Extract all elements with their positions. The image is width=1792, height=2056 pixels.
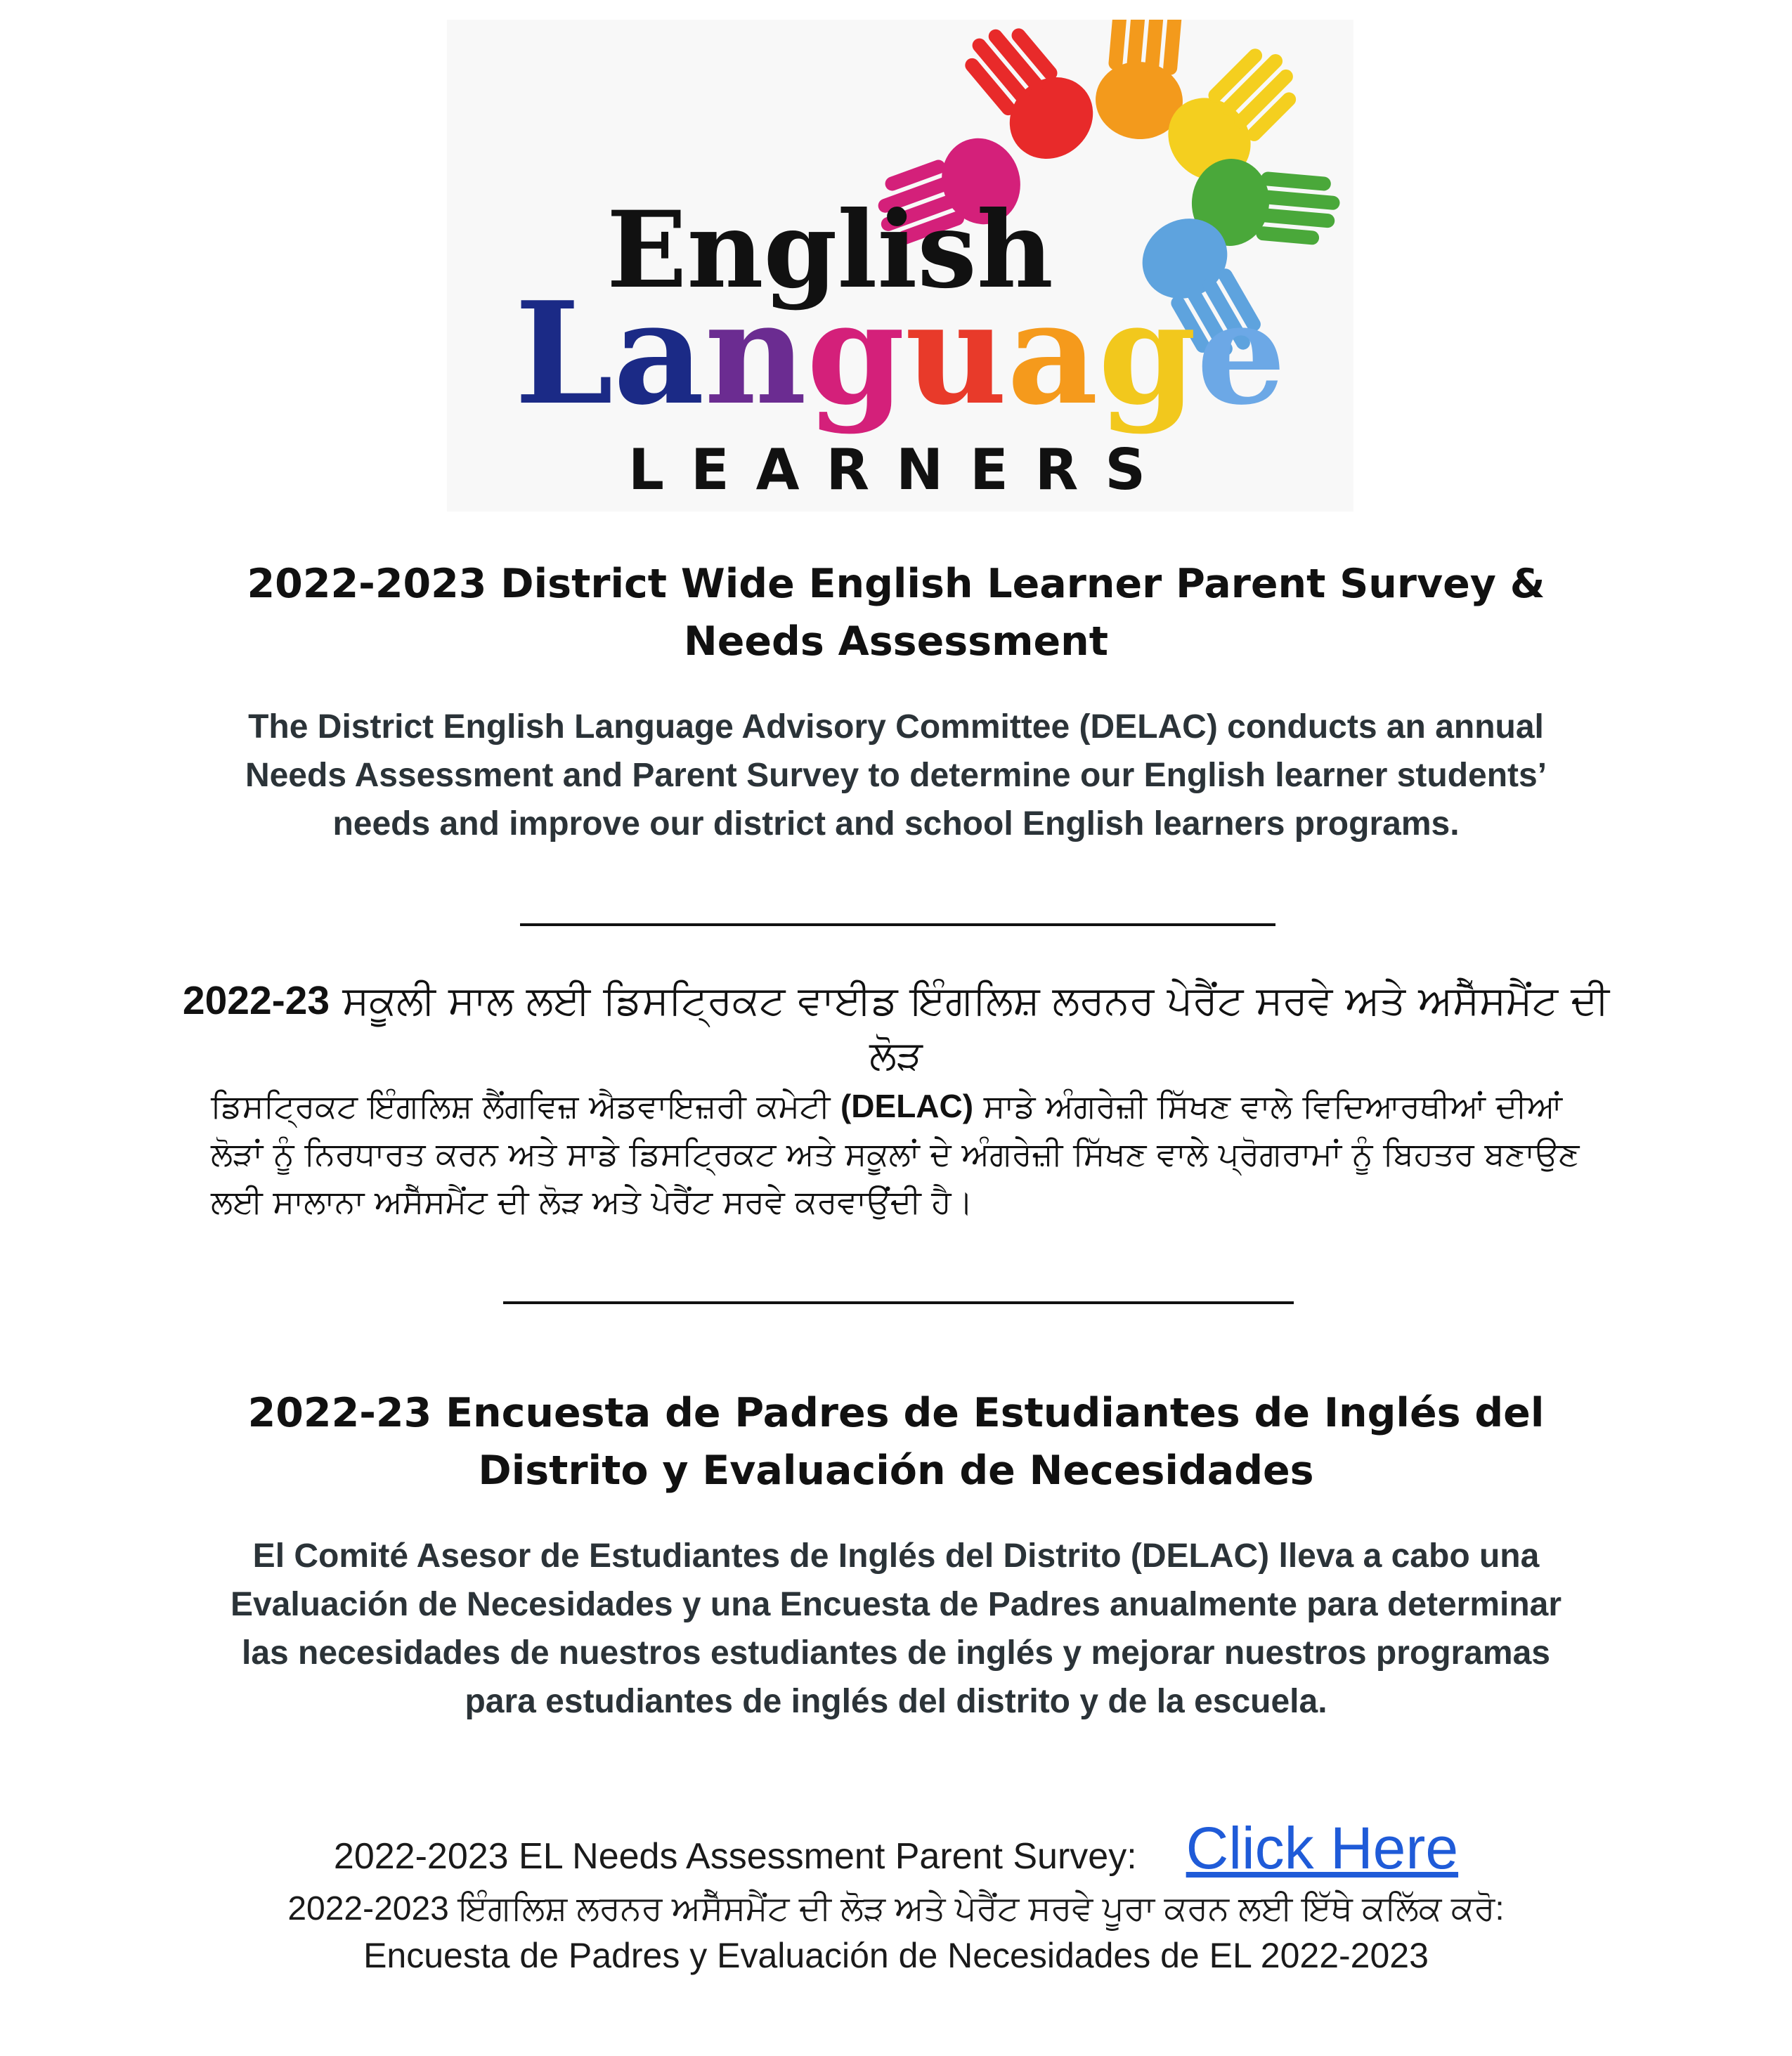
spanish-description: El Comité Asesor de Estudiantes de Inglés del Distrito (DELAC) lleva a cabo una Evaluación de Necesidades y una Encuesta de Padres anualmente para determinar las necesidades de nuestros estudiantes de inglés y mejorar nuestros programas para estudiantes de inglés del distrito y de la escuela.	[230, 1537, 1562, 1720]
punjabi-heading-text: ਸਕੂਲੀ ਸਾਲ ਲਈ ਡਿਸਟ੍ਰਿਕਟ ਵਾਈਡ ਇੰਗਲਿਸ਼ ਲਰਨਰ ਪੇਰੈਂਟ ਸਰਵੇ ਅਤੇ ਅਸੈੱਸਮੈਂਟ ਦੀ ਲੋੜ	[342, 977, 1610, 1079]
logo-letter-5: a	[1007, 271, 1098, 436]
english-heading: 2022-2023 District Wide English Learner Parent Survey & Needs Assessment	[247, 561, 1545, 665]
survey-label-spanish: Encuesta de Padres y Evaluación de Necesidades de EL 2022-2023	[363, 1936, 1429, 1975]
punjabi-description-part2: ਸਾਡੇ ਅੰਗਰੇਜ਼ੀ ਸਿੱਖਣ ਵਾਲੇ ਵਿਦਿਆਰਥੀਆਂ ਦੀਆਂ ਲੋੜਾਂ ਨੂੰ ਨਿਰਧਾਰਤ ਕਰਨ ਅਤੇ ਸਾਡੇ ਡਿਸਟ੍ਰਿਕਟ ਅਤੇ ਸਕੂਲਾਂ ਦੇ ਅੰਗਰੇਜ਼ੀ ਸਿੱਖਣ ਵਾਲੇ ਪ੍ਰੋਗਰਾਮਾਂ ਨੂੰ ਬਿਹਤਰ ਬਣਾਉਣ ਲਈ ਸਾਲਾਨਾ ਅਸੈੱਸਮੈਂਟ ਦੀ ਲੋੜ ਅਤੇ ਪੇਰੈਂਟ ਸਰਵੇ ਕਰਵਾਉਂਦੀ ਹੈ।	[211, 1087, 1580, 1221]
survey-label-punjabi: 2022-2023 ਇੰਗਲਿਸ਼ ਲਰਨਰ ਅਸੈੱਸਮੈਂਟ ਦੀ ਲੋੜ ਅਤੇ ਪੇਰੈਂਟ ਸਰਵੇ ਪੂਰਾ ਕਰਨ ਲਈ ਇੱਥੇ ਕਲਿੱਕ ਕਰੋ:	[287, 1890, 1505, 1927]
logo-word-language	[514, 271, 1286, 436]
logo-letter-2: n	[704, 271, 807, 436]
logo-word-learners: LEARNERS	[628, 437, 1172, 502]
logo-word-english: English	[606, 188, 1053, 312]
logo-letter-7: e	[1196, 271, 1286, 436]
logo-letter-0: L	[514, 271, 613, 436]
logo-letter-4: u	[904, 271, 1008, 436]
english-language-learners-logo	[447, 20, 1353, 512]
punjabi-description-part1: ਡਿਸਟ੍ਰਿਕਟ ਇੰਗਲਿਸ਼ ਲੈਂਗਵਿਜ਼ ਐਡਵਾਇਜ਼ਰੀ ਕਮੇਟੀ	[211, 1087, 831, 1125]
logo-letter-6: g	[1098, 271, 1197, 436]
divider	[503, 1301, 1294, 1304]
click-here-link[interactable]: Click Here	[1186, 1815, 1459, 1881]
punjabi-description	[211, 1082, 1588, 1225]
punjabi-description-acronym: (DELAC)	[840, 1088, 974, 1124]
punjabi-heading-year: 2022-23	[182, 978, 330, 1023]
spanish-heading: 2022-23 Encuesta de Padres de Estudiantes de Inglés del Distrito y Evaluación de Necesidades	[247, 1390, 1545, 1494]
logo-graphic	[447, 20, 1353, 512]
survey-link-row	[0, 1813, 1792, 1892]
punjabi-heading	[176, 973, 1616, 1083]
logo-letter-1: a	[613, 271, 705, 436]
logo-letter-3: g	[806, 271, 905, 436]
divider	[520, 923, 1275, 926]
english-description: The District English Language Advisory Committee (DELAC) conducts an annual Needs Assessment and Parent Survey to determine our English learner students’ needs and improve our district and school English learners programs.	[245, 708, 1547, 842]
survey-label-english: 2022-2023 EL Needs Assessment Parent Survey:	[333, 1836, 1137, 1877]
